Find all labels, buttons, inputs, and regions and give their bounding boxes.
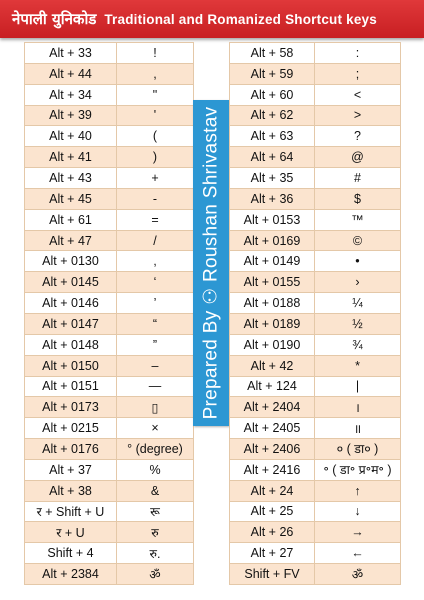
- page-header: [0, 0, 424, 38]
- shortcut-output-cell: •: [315, 251, 401, 272]
- table-row: [230, 543, 401, 564]
- table-row: [25, 522, 194, 543]
- table-row: [25, 209, 194, 230]
- shortcut-key-cell: Alt + 0215: [25, 418, 117, 439]
- shortcut-output-cell: ० ( डा० ): [315, 439, 401, 460]
- shortcut-key-cell: Alt + 2416: [230, 459, 315, 480]
- shortcut-output-cell: ”: [117, 334, 194, 355]
- shortcut-key-cell: Alt + 64: [230, 147, 315, 168]
- shortcut-output-cell: +: [117, 168, 194, 189]
- table-row: [230, 230, 401, 251]
- shortcut-output-cell: $: [315, 188, 401, 209]
- table-row: [25, 480, 194, 501]
- shortcut-key-cell: Alt + 26: [230, 522, 315, 543]
- shortcut-output-cell: –: [117, 355, 194, 376]
- table-row: [230, 480, 401, 501]
- table-row: [25, 188, 194, 209]
- shortcut-output-cell: ?: [315, 126, 401, 147]
- shortcut-output-cell: ): [117, 147, 194, 168]
- author-banner: [193, 100, 229, 426]
- shortcut-key-cell: Alt + 2406: [230, 439, 315, 460]
- table-row: [25, 376, 194, 397]
- shortcut-key-cell: Alt + 2405: [230, 418, 315, 439]
- shortcut-key-cell: Alt + 25: [230, 501, 315, 522]
- table-row: [25, 313, 194, 334]
- shortcut-key-cell: Alt + 0147: [25, 313, 117, 334]
- table-row: [25, 543, 194, 564]
- shortcut-key-cell: Alt + 62: [230, 105, 315, 126]
- shortcut-key-cell: Alt + 2404: [230, 397, 315, 418]
- table-row: [230, 251, 401, 272]
- shortcut-output-cell: &: [117, 480, 194, 501]
- shortcut-key-cell: Alt + 0169: [230, 230, 315, 251]
- shortcut-output-cell: ¾: [315, 334, 401, 355]
- shortcut-key-cell: र + U: [25, 522, 117, 543]
- shortcut-key-cell: Alt + 0155: [230, 272, 315, 293]
- shortcut-key-cell: Alt + 27: [230, 543, 315, 564]
- shortcut-output-cell: ‚: [117, 251, 194, 272]
- shortcut-key-cell: Alt + 2384: [25, 564, 117, 585]
- shortcut-output-cell: ©: [315, 230, 401, 251]
- shortcut-output-cell: (: [117, 126, 194, 147]
- shortcut-key-cell: Alt + 0153: [230, 209, 315, 230]
- shortcut-key-cell: Alt + 63: [230, 126, 315, 147]
- shortcut-key-cell: Alt + 0176: [25, 439, 117, 460]
- table-row: [230, 84, 401, 105]
- shortcut-output-cell: “: [117, 313, 194, 334]
- table-row: [230, 126, 401, 147]
- table-row: [230, 293, 401, 314]
- table-row: [230, 564, 401, 585]
- table-row: [25, 397, 194, 418]
- table-row: [25, 84, 194, 105]
- table-row: [230, 418, 401, 439]
- shortcut-output-cell: <: [315, 84, 401, 105]
- shortcut-output-cell: %: [117, 459, 194, 480]
- shortcut-key-cell: Alt + 38: [25, 480, 117, 501]
- shortcut-output-cell: ↓: [315, 501, 401, 522]
- table-row: [25, 334, 194, 355]
- table-row: [25, 293, 194, 314]
- shortcut-output-cell: ’: [117, 293, 194, 314]
- shortcut-key-cell: Alt + 58: [230, 43, 315, 64]
- shortcut-key-cell: Alt + 24: [230, 480, 315, 501]
- shortcut-output-cell: रू: [117, 501, 194, 522]
- shortcut-output-cell: =: [117, 209, 194, 230]
- shortcut-key-cell: Alt + 0173: [25, 397, 117, 418]
- shortcut-output-cell: रु.: [117, 543, 194, 564]
- table-row: [25, 418, 194, 439]
- shortcut-key-cell: Alt + 0150: [25, 355, 117, 376]
- shortcut-output-cell: ,: [117, 63, 194, 84]
- table-row: [230, 355, 401, 376]
- table-row: [230, 43, 401, 64]
- shortcut-output-cell: ½: [315, 313, 401, 334]
- left-shortcut-table: [24, 42, 194, 585]
- shortcut-key-cell: Alt + 47: [25, 230, 117, 251]
- shortcut-output-cell: ": [117, 84, 194, 105]
- shortcut-output-cell: ': [117, 105, 194, 126]
- shortcut-key-cell: Alt + 37: [25, 459, 117, 480]
- shortcut-key-cell: Alt + 41: [25, 147, 117, 168]
- table-row: [230, 168, 401, 189]
- table-row: [230, 376, 401, 397]
- table-row: [230, 522, 401, 543]
- shortcut-key-cell: Shift + 4: [25, 543, 117, 564]
- table-row: [25, 501, 194, 522]
- table-row: [230, 501, 401, 522]
- shortcut-output-cell: ↑: [315, 480, 401, 501]
- shortcut-key-cell: Alt + 0146: [25, 293, 117, 314]
- shortcut-output-cell: —: [117, 376, 194, 397]
- shortcut-output-cell: -: [117, 188, 194, 209]
- shortcut-key-cell: Alt + 35: [230, 168, 315, 189]
- shortcut-output-cell: *: [315, 355, 401, 376]
- shortcut-output-cell: ¼: [315, 293, 401, 314]
- shortcut-output-cell: ™: [315, 209, 401, 230]
- shortcut-key-cell: Alt + 0149: [230, 251, 315, 272]
- table-row: [230, 272, 401, 293]
- table-row: [230, 313, 401, 334]
- shortcut-output-cell: ▯: [117, 397, 194, 418]
- shortcut-output-cell: रु: [117, 522, 194, 543]
- shortcut-output-cell: ×: [117, 418, 194, 439]
- shortcut-output-cell: ° (degree): [117, 439, 194, 460]
- shortcut-key-cell: Alt + 44: [25, 63, 117, 84]
- right-shortcut-table: [229, 42, 401, 585]
- table-row: [25, 251, 194, 272]
- shortcut-output-cell: >: [315, 105, 401, 126]
- table-row: [25, 355, 194, 376]
- shortcut-key-cell: Alt + 124: [230, 376, 315, 397]
- table-row: [25, 168, 194, 189]
- shortcut-output-cell: ;: [315, 63, 401, 84]
- shortcut-key-cell: Alt + 45: [25, 188, 117, 209]
- table-row: [25, 459, 194, 480]
- table-row: [230, 188, 401, 209]
- shortcut-output-cell: ॰ ( डा॰ प्र॰म॰ ): [315, 459, 401, 480]
- table-row: [230, 63, 401, 84]
- table-row: [230, 147, 401, 168]
- shortcut-output-cell: ←: [315, 543, 401, 564]
- table-row: [25, 147, 194, 168]
- shortcut-output-cell: :: [315, 43, 401, 64]
- shortcut-output-cell: ›: [315, 272, 401, 293]
- shortcut-key-cell: Alt + 36: [230, 188, 315, 209]
- table-row: [230, 105, 401, 126]
- shortcut-output-cell: ।: [315, 397, 401, 418]
- shortcut-key-cell: Alt + 0130: [25, 251, 117, 272]
- shortcut-output-cell: ॥: [315, 418, 401, 439]
- table-row: [25, 564, 194, 585]
- table-row: [230, 439, 401, 460]
- shortcut-key-cell: Alt + 60: [230, 84, 315, 105]
- table-row: [25, 126, 194, 147]
- shortcut-key-cell: Alt + 61: [25, 209, 117, 230]
- shortcut-output-cell: ॐ: [315, 564, 401, 585]
- shortcut-key-cell: Alt + 34: [25, 84, 117, 105]
- table-row: [25, 439, 194, 460]
- header-title-nepali: नेपाली युनिकोड: [12, 10, 97, 28]
- header-title-english: Traditional and Romanized Shortcut keys: [104, 11, 377, 27]
- shortcut-key-cell: Alt + 0188: [230, 293, 315, 314]
- shortcut-key-cell: Alt + 0190: [230, 334, 315, 355]
- shortcut-output-cell: ‘: [117, 272, 194, 293]
- shortcut-output-cell: |: [315, 376, 401, 397]
- author-banner-text: Prepared By ⚇ Roushan Shrivastav: [200, 106, 222, 420]
- table-row: [25, 63, 194, 84]
- shortcut-output-cell: !: [117, 43, 194, 64]
- shortcut-key-cell: Alt + 43: [25, 168, 117, 189]
- shortcut-output-cell: #: [315, 168, 401, 189]
- shortcut-output-cell: →: [315, 522, 401, 543]
- table-row: [25, 43, 194, 64]
- shortcut-key-cell: Alt + 0151: [25, 376, 117, 397]
- shortcut-key-cell: Alt + 0145: [25, 272, 117, 293]
- shortcut-key-cell: र + Shift + U: [25, 501, 117, 522]
- table-row: [25, 272, 194, 293]
- table-row: [230, 209, 401, 230]
- shortcut-key-cell: Alt + 40: [25, 126, 117, 147]
- shortcut-output-cell: /: [117, 230, 194, 251]
- shortcut-key-cell: Alt + 42: [230, 355, 315, 376]
- shortcut-key-cell: Alt + 33: [25, 43, 117, 64]
- shortcut-output-cell: @: [315, 147, 401, 168]
- table-row: [25, 230, 194, 251]
- shortcut-output-cell: ॐ: [117, 564, 194, 585]
- shortcut-key-cell: Alt + 59: [230, 63, 315, 84]
- table-row: [25, 105, 194, 126]
- shortcut-key-cell: Alt + 0148: [25, 334, 117, 355]
- table-row: [230, 334, 401, 355]
- table-row: [230, 459, 401, 480]
- shortcut-key-cell: Shift + FV: [230, 564, 315, 585]
- shortcut-key-cell: Alt + 39: [25, 105, 117, 126]
- table-row: [230, 397, 401, 418]
- shortcut-key-cell: Alt + 0189: [230, 313, 315, 334]
